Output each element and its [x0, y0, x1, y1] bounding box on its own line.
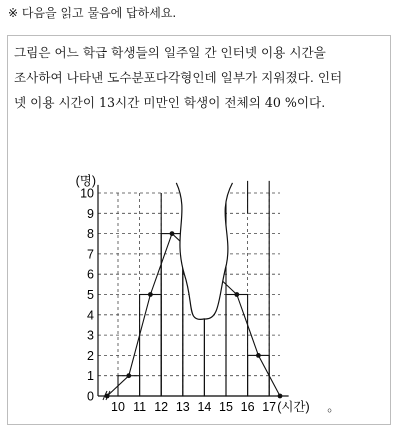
- y-tick-label: 3: [87, 328, 94, 343]
- polygon-point: [256, 353, 261, 358]
- y-tick-label: 0: [87, 389, 94, 404]
- problem-line-3: 넷 이용 시간이 13시간 미만인 학생이 전체의 40 %이다.: [14, 95, 326, 110]
- erased-region-outline: [176, 183, 232, 320]
- y-tick-label: 8: [87, 227, 94, 242]
- x-tick-label: 16: [240, 400, 255, 414]
- y-tick-label: 10: [80, 186, 94, 201]
- histogram-bar: [118, 376, 140, 396]
- y-tick-label: 9: [87, 206, 94, 221]
- histogram-bar-erased: [183, 181, 205, 396]
- polygon-point: [234, 292, 239, 297]
- histogram-bar: [140, 295, 162, 397]
- x-tick-label: 11: [133, 400, 147, 414]
- chart-visible-region: [98, 181, 282, 399]
- histogram-bar: [248, 355, 270, 396]
- polygon-point: [126, 373, 131, 378]
- x-tick-label: 13: [175, 400, 190, 414]
- x-tick-label: 12: [154, 400, 169, 414]
- y-tick-label: 2: [87, 348, 94, 363]
- x-tick-label: 17: [262, 400, 277, 414]
- polygon-point: [170, 231, 175, 236]
- x-axis-unit: (시간): [277, 400, 310, 414]
- x-tick-label: 14: [197, 400, 212, 414]
- polygon-point: [148, 292, 153, 297]
- histogram-bar: [226, 295, 248, 397]
- y-axis-unit: (명): [75, 174, 96, 188]
- x-tick-label: 15: [219, 400, 233, 414]
- histogram-bar-erased: [204, 181, 226, 396]
- y-tick-label: 4: [87, 308, 94, 323]
- y-tick-label: 5: [87, 288, 94, 302]
- histogram-bar: [161, 234, 183, 396]
- y-tick-label: 7: [87, 247, 94, 262]
- y-tick-label: 6: [87, 267, 94, 282]
- problem-line-2: 조사하여 나타낸 도수분포다각형인데 일부가 지워졌다. 인터: [14, 70, 343, 85]
- x-tick-label: 10: [111, 400, 125, 414]
- y-tick-label: 1: [87, 369, 94, 384]
- problem-line-1: 그림은 어느 학급 학생들의 일주일 간 인터넷 이용 시간을: [14, 45, 326, 60]
- end-mark: 。: [327, 400, 340, 414]
- instruction-text: ※ 다음을 읽고 물음에 답하세요.: [8, 6, 177, 20]
